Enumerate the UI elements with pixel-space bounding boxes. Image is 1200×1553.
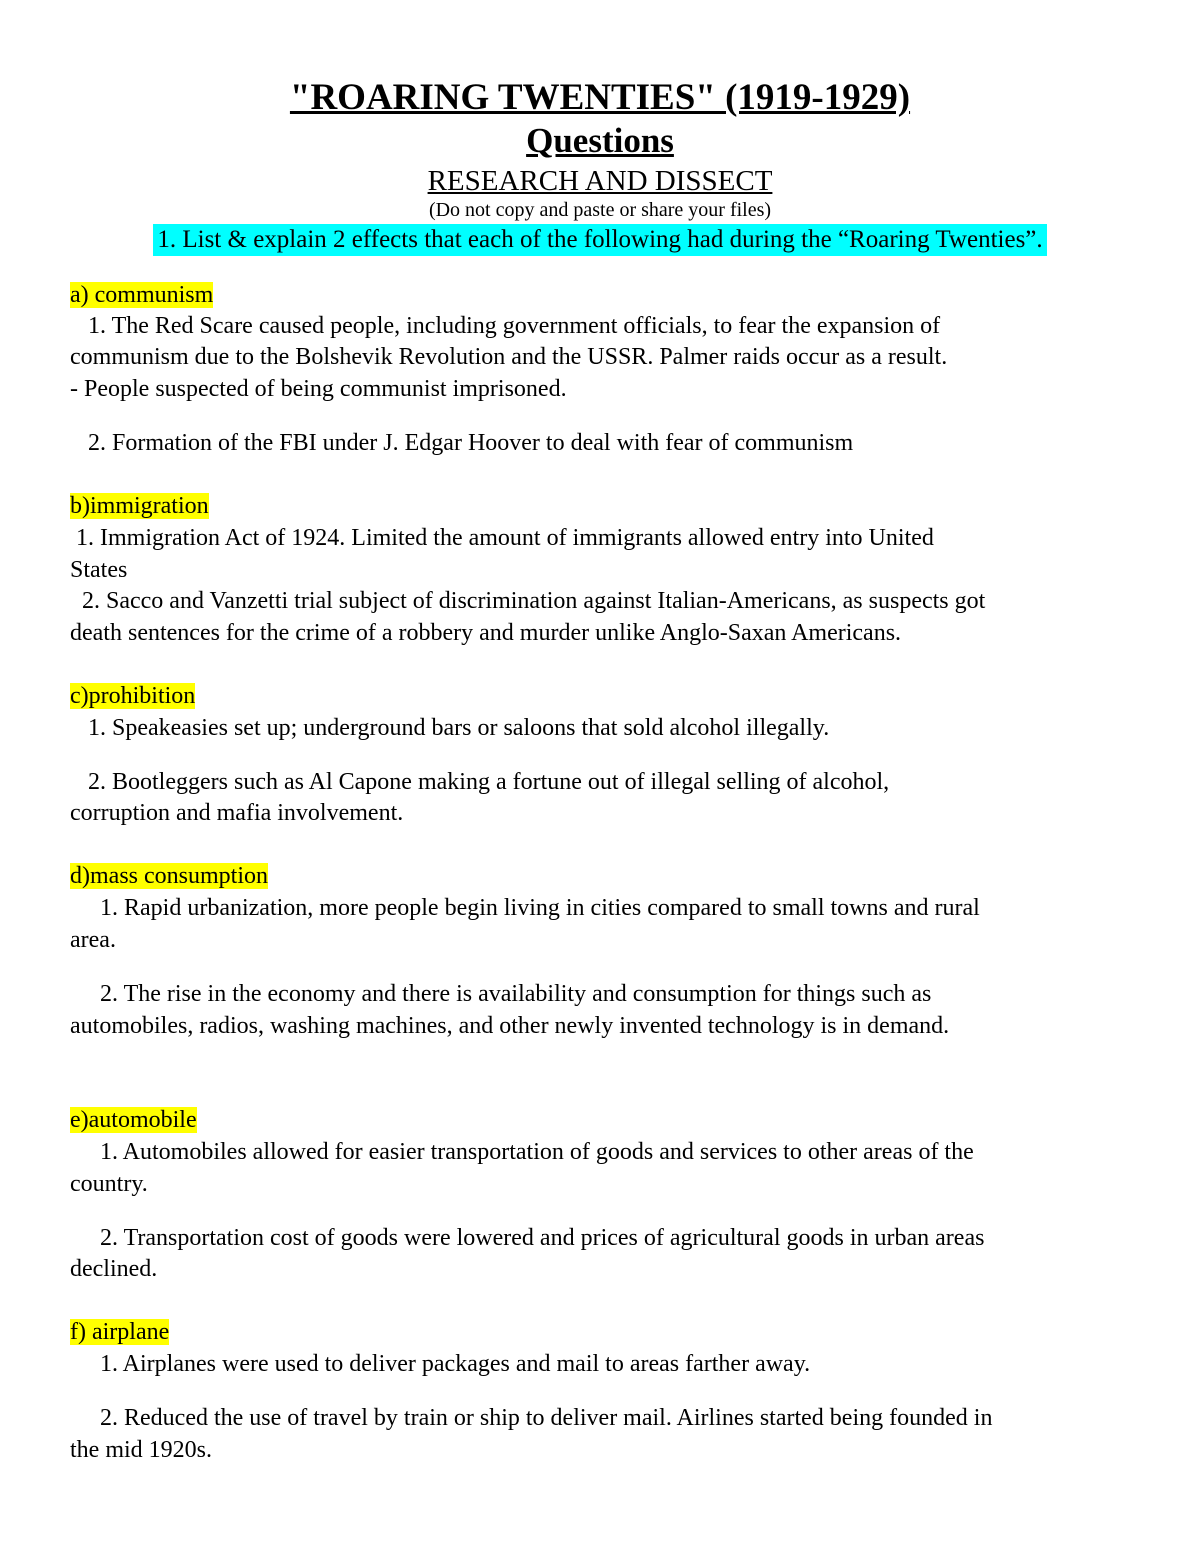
heading-highlight: a) communism (70, 282, 214, 308)
section-heading-prohibition (70, 680, 195, 712)
section-heading-mass-consumption (70, 860, 268, 892)
document-subheading: RESEARCH AND DISSECT (427, 165, 773, 197)
text-line: 2. Formation of the FBI under J. Edgar Hoover to deal with fear of communism (70, 430, 854, 456)
heading-highlight: d)mass consumption (70, 863, 268, 889)
text-line: 2. Sacco and Vanzetti trial subject of discrimination against Italian-Americans, as suspects got (70, 588, 986, 614)
text-line: 1. Airplanes were used to deliver packages and mail to areas farther away. (70, 1351, 811, 1377)
document-note: (Do not copy and paste or share your files) (428, 199, 772, 221)
text-line: the mid 1920s. (70, 1437, 212, 1463)
heading-highlight: e)automobile (70, 1107, 197, 1133)
text-line: communism due to the Bolshevik Revolution and the USSR. Palmer raids occur as a result. (70, 344, 948, 370)
text-line: 1. Speakeasies set up; underground bars or saloons that sold alcohol illegally. (70, 715, 830, 741)
text-line: 2. The rise in the economy and there is availability and consumption for things such as (70, 981, 932, 1007)
question-wrapper (0, 224, 1200, 256)
text-line: automobiles, radios, washing machines, and other newly invented technology is in demand. (70, 1013, 950, 1039)
question-prompt: 1. List & explain 2 effects that each of the following had during the “Roaring Twenties”. (153, 224, 1046, 256)
text-line: country. (70, 1171, 148, 1197)
document-title: "ROARING TWENTIES" (1919-1929) (289, 77, 911, 118)
section-heading-immigration (70, 490, 209, 522)
document-subtitle: Questions (526, 121, 674, 160)
text-line: - People suspected of being communist imprisoned. (70, 376, 567, 402)
text-line: corruption and mafia involvement. (70, 800, 404, 826)
heading-highlight: f) airplane (70, 1319, 170, 1345)
section-heading-airplane (70, 1316, 169, 1348)
text-line: area. (70, 927, 116, 953)
text-line: 1. Rapid urbanization, more people begin living in cities compared to small towns and rural (70, 895, 980, 921)
text-line: 1. The Red Scare caused people, including government officials, to fear the expansion of (70, 313, 941, 339)
text-line: declined. (70, 1256, 158, 1282)
heading-highlight: c)prohibition (70, 683, 196, 709)
heading-highlight: b)immigration (70, 493, 209, 519)
text-line: 2. Transportation cost of goods were lowered and prices of agricultural goods in urban areas (70, 1225, 985, 1251)
text-line: 1. Automobiles allowed for easier transportation of goods and services to other areas of the (70, 1139, 974, 1165)
section-heading-communism (70, 279, 213, 311)
text-line: 2. Reduced the use of travel by train or ship to deliver mail. Airlines started being founded in (70, 1405, 993, 1431)
text-line: States (70, 557, 128, 583)
text-line: 2. Bootleggers such as Al Capone making a fortune out of illegal selling of alcohol, (70, 769, 890, 795)
text-line: death sentences for the crime of a robbery and murder unlike Anglo-Saxan Americans. (70, 620, 902, 646)
text-line: 1. Immigration Act of 1924. Limited the amount of immigrants allowed entry into United (70, 525, 934, 551)
section-heading-automobile (70, 1104, 197, 1136)
